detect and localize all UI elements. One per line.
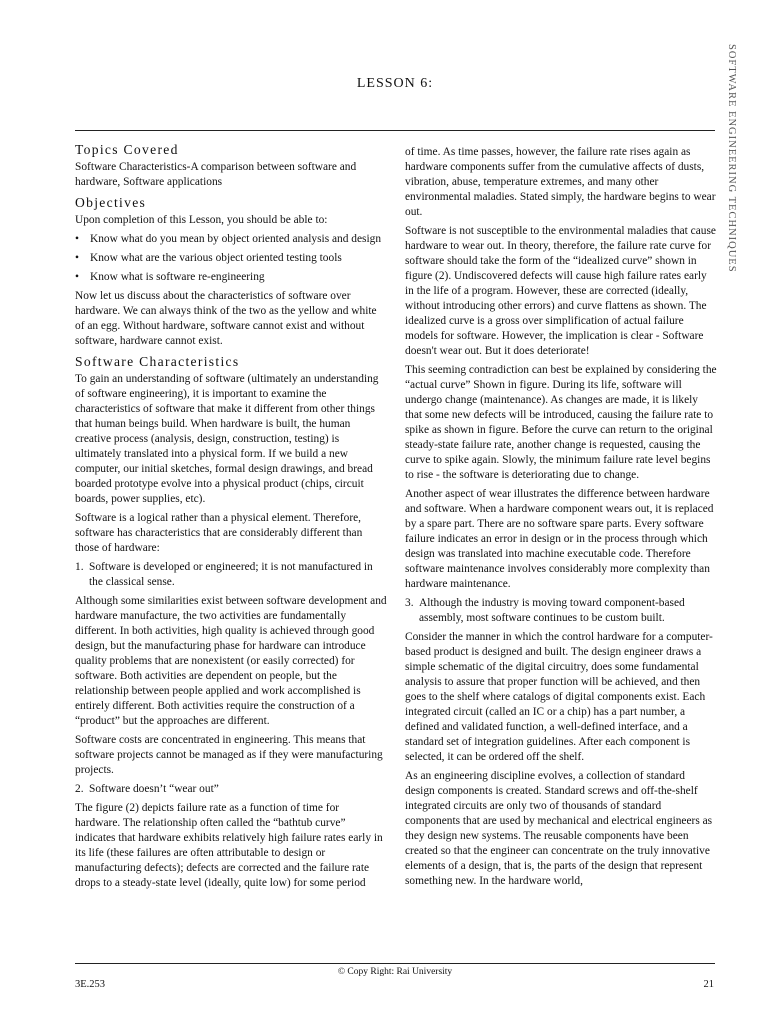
list-item xyxy=(75,782,387,797)
numbered-item-3 xyxy=(405,596,717,626)
topics-text: Software Characteristics-A comparison between software and hardware, Software applications xyxy=(75,161,357,188)
item-text: Software doesn’t “wear out” xyxy=(89,783,219,795)
item-text: Although the industry is moving toward component-based assembly, most software continues to be custom built. xyxy=(419,597,685,624)
page-number: 21 xyxy=(703,979,714,990)
item-number: 2. xyxy=(75,783,84,795)
numbered-item-1 xyxy=(75,560,387,590)
course-code: 3E.253 xyxy=(75,979,106,990)
paragraph: Although some similarities exist between software development and hardware manufacture, the two activities are fundamentally different. In both activities, high quality is achieved through good design, but the manufacturing phase for hardware can introduce quality problems that are nonexistent (or easily corrected) for software. Both activities are dependent on people, but the relationship between people applied and work accomplished is entirely different. Both activities require the construction of a “product” but the approaches are different. xyxy=(75,595,387,727)
paragraph: As an engineering discipline evolves, a collection of standard design components is created. Standard screws and off-the-shelf integrated circuits are only two of thousands of standard components that are used by mechanical and electrical engineers as they design new systems. The reusable components have been created so that the engineer can concentrate on the truly innovative elements of a design, that is, the parts of the design that represent something new. In the hardware world, xyxy=(405,770,713,887)
list-item: • Know what do you mean by object oriented analysis and design xyxy=(75,232,387,247)
paragraph: This seeming contradiction can best be explained by considering the “actual curve” Shown in figure. During its life, software will undergo change (maintenance). As changes are made, it is likely that some new defects will be introduced, causing the failure rate to spike as shown in figure. Before the curve can return to the original steady-state failure rate, another change is requested, causing the curve to spike again. Slowly, the minimum failure rate level begins to rise - the software is deteriorating due to change. xyxy=(405,364,717,481)
item-text: Software is developed or engineered; it is not manufactured in the classical sense. xyxy=(89,561,373,588)
list-item xyxy=(75,560,387,590)
numbered-item-2 xyxy=(75,782,387,797)
objectives-intro: Upon completion of this Lesson, you should be able to: xyxy=(75,214,328,226)
topics-heading: Topics Covered xyxy=(75,142,179,157)
list-item xyxy=(405,596,717,626)
lesson-title: LESSON 6: xyxy=(356,76,434,91)
paragraph: Consider the manner in which the control hardware for a computer-based product is designed and built. The design engineer draws a simple schematic of the digital circuitry, does some fundamental analysis to assure that proper function will be achieved, and then goes to the shelf where catalogs of digital components exist. Each integrated circuit (called an IC or a chip) has a part number, a defined and validated function, a well-defined interface, and a standard set of integration guidelines. After each component is selected, it can be ordered off the shelf. xyxy=(405,631,713,763)
paragraph: Software costs are concentrated in engineering. This means that software projects cannot be managed as if they were manufacturing projects. xyxy=(75,734,383,776)
list-item: • Know what are the various object oriented testing tools xyxy=(75,251,387,266)
objectives-list xyxy=(75,232,387,285)
right-column xyxy=(405,145,717,893)
paragraph: Software is not susceptible to the environmental maladies that cause hardware to wear out. In theory, therefore, the failure rate curve for software should take the form of the “idealized curve” shown in figure (2). Undiscovered defects will cause high failure rates early in the life of a program. However, these are corrected (ideally, without introducing other errors) and curve flattens as shown. The idealized curve is a gross over simplification of actual failure models for software. However, the implication is clear - Software doesn't wear out. But it does deteriorate! xyxy=(405,225,716,357)
copyright-notice: © Copy Right: Rai University xyxy=(337,967,453,977)
intro-paragraph: Now let us discuss about the characteristics of software over hardware. We can always think of the two as the yellow and white of an egg. Without hardware, software cannot exist and without software, hardware cannot exist. xyxy=(75,290,377,347)
bottom-divider xyxy=(75,963,715,964)
list-item: • Know what is software re-engineering xyxy=(75,270,387,285)
top-divider xyxy=(75,130,715,131)
left-column xyxy=(75,142,387,895)
objectives-heading: Objectives xyxy=(75,195,147,210)
characteristics-heading: Software Characteristics xyxy=(75,354,240,369)
paragraph: of time. As time passes, however, the failure rate rises again as hardware components suffer from the cumulative affects of dusts, vibration, abuse, temperature extremes, and many other environmental maladies. Stated simply, the hardware begins to wear out. xyxy=(405,146,716,218)
item-number: 3. xyxy=(405,597,414,609)
paragraph: The figure (2) depicts failure rate as a function of time for hardware. The relationship often called the “bathtub curve” indicates that hardware exhibits relatively high failure rates early in its life (these failures are often attributable to design or manufacturing defects); defects are corrected and the failure rate drops to a steady-state level (ideally, quite low) for some period xyxy=(75,802,383,889)
paragraph: To gain an understanding of software (ultimately an understanding of software engineering), it is important to examine the characteristics of software that make it different from other things that human beings build. When hardware is built, the human creative process (analysis, design, construction, testing) is ultimately translated into a physical form. If we build a new computer, our initial sketches, formal design drawings, and bread boarded prototype evolve into a physical product (chips, circuit boards, power supplies, etc). xyxy=(75,373,379,505)
paragraph: Software is a logical rather than a physical element. Therefore, software has characteristics that are considerably different than those of hardware: xyxy=(75,512,363,554)
paragraph: Another aspect of wear illustrates the difference between hardware and software. When a hardware component wears out, it is replaced by a spare part. There are no software spare parts. Every software failure indicates an error in design or in the process through which design was translated into machine executable code. Therefore software maintenance involves considerably more complexity than hardware maintenance. xyxy=(405,488,714,590)
side-running-title-text: SOFTWARE ENGINEERING TECHNIQUES xyxy=(726,44,737,273)
item-number: 1. xyxy=(75,561,84,573)
